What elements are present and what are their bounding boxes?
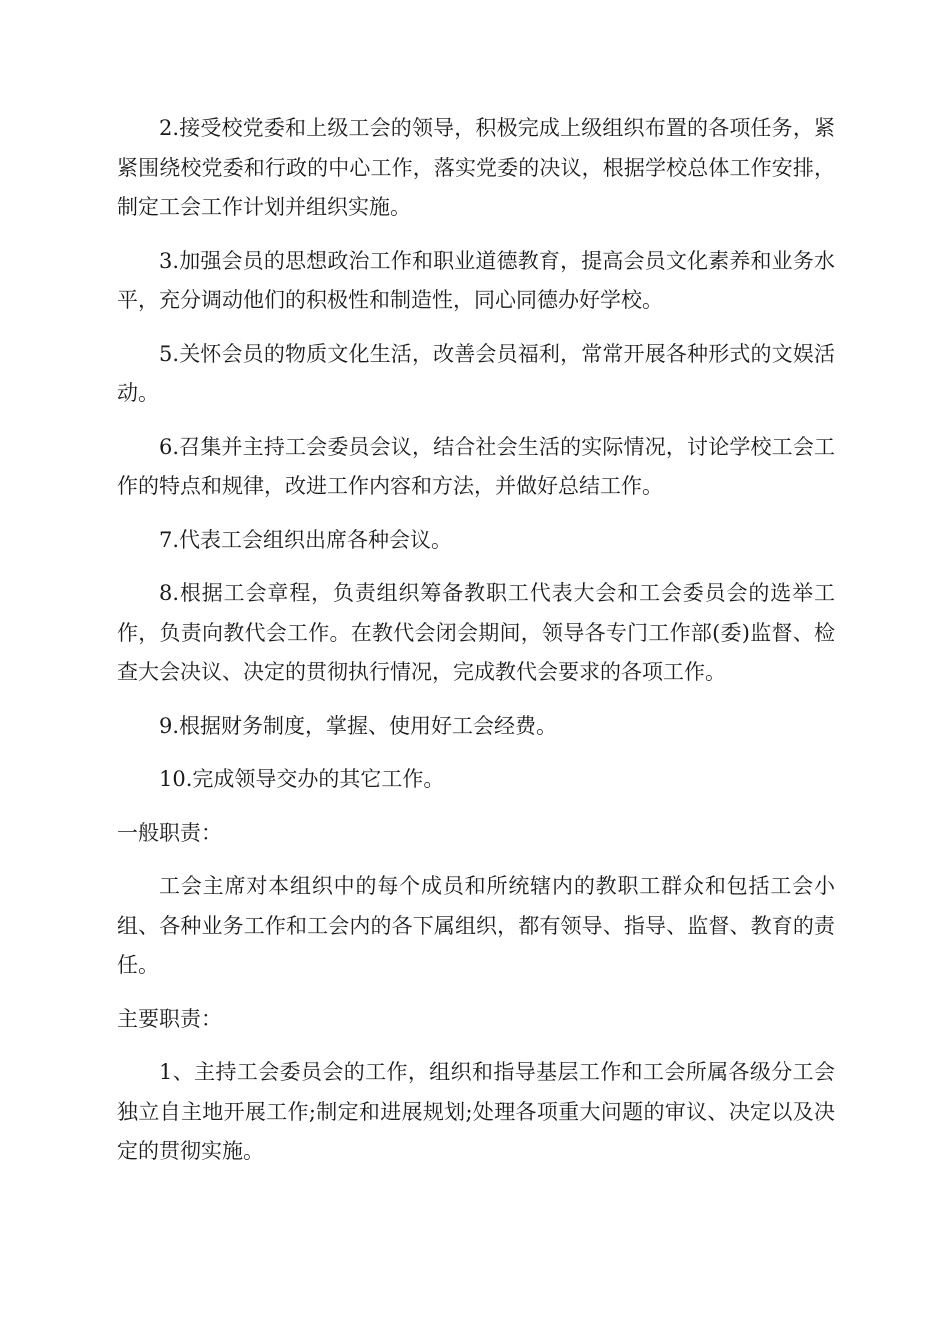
duty-item-10: 10.完成领导交办的其它工作。 bbox=[159, 767, 445, 791]
duty-item-5: 5.关怀会员的物质文化生活，改善会员福利，常常开展各种形式的文娱活动。 bbox=[117, 341, 835, 405]
duty-item-9: 9.根据财务制度，掌握、使用好工会经费。 bbox=[159, 713, 558, 738]
duty-item-6: 6.召集并主持工会委员会议，结合社会生活的实际情况，讨论学校工会工作的特点和规律，改进工作内容和方法，并做好总结工作。 bbox=[117, 434, 835, 498]
duty-item-3: 3.加强会员的思想政治工作和职业道德教育，提高会员文化素养和业务水平，充分调动他们的积极性和制造性，同心同德办好学校。 bbox=[117, 248, 835, 312]
duty-item-8: 8.根据工会章程，负责组织筹备教职工代表大会和工会委员会的选举工作，负责向教代会工作。在教代会闭会期间，领导各专门工作部(委)监督、检查大会决议、决定的贯彻执行情况，完成教代会要求的各项工作。 bbox=[117, 581, 835, 684]
document-body bbox=[117, 109, 835, 1186]
main-duty-item-1: 1、主持工会委员会的工作，组织和指导基层工作和工会所属各级分工会独立自主地开展工作;制定和进展规划;处理各项重大问题的审议、决定以及决定的贯彻实施。 bbox=[117, 1060, 835, 1163]
section-heading-main: 主要职责： bbox=[117, 1006, 222, 1031]
duty-item-7: 7.代表工会组织出席各种会议。 bbox=[159, 527, 453, 552]
duty-item-2: 2.接受校党委和上级工会的领导，积极完成上级组织布置的各项任务，紧紧围绕校党委和行政的中心工作，落实党委的决议，根据学校总体工作安排，制定工会工作计划并组织实施。 bbox=[117, 116, 835, 219]
section-heading-general: 一般职责： bbox=[117, 820, 222, 845]
general-duty-paragraph: 工会主席对本组织中的每个成员和所统辖内的教职工群众和包括工会小组、各种业务工作和工会内的各下属组织，都有领导、指导、监督、教育的责任。 bbox=[117, 874, 835, 977]
